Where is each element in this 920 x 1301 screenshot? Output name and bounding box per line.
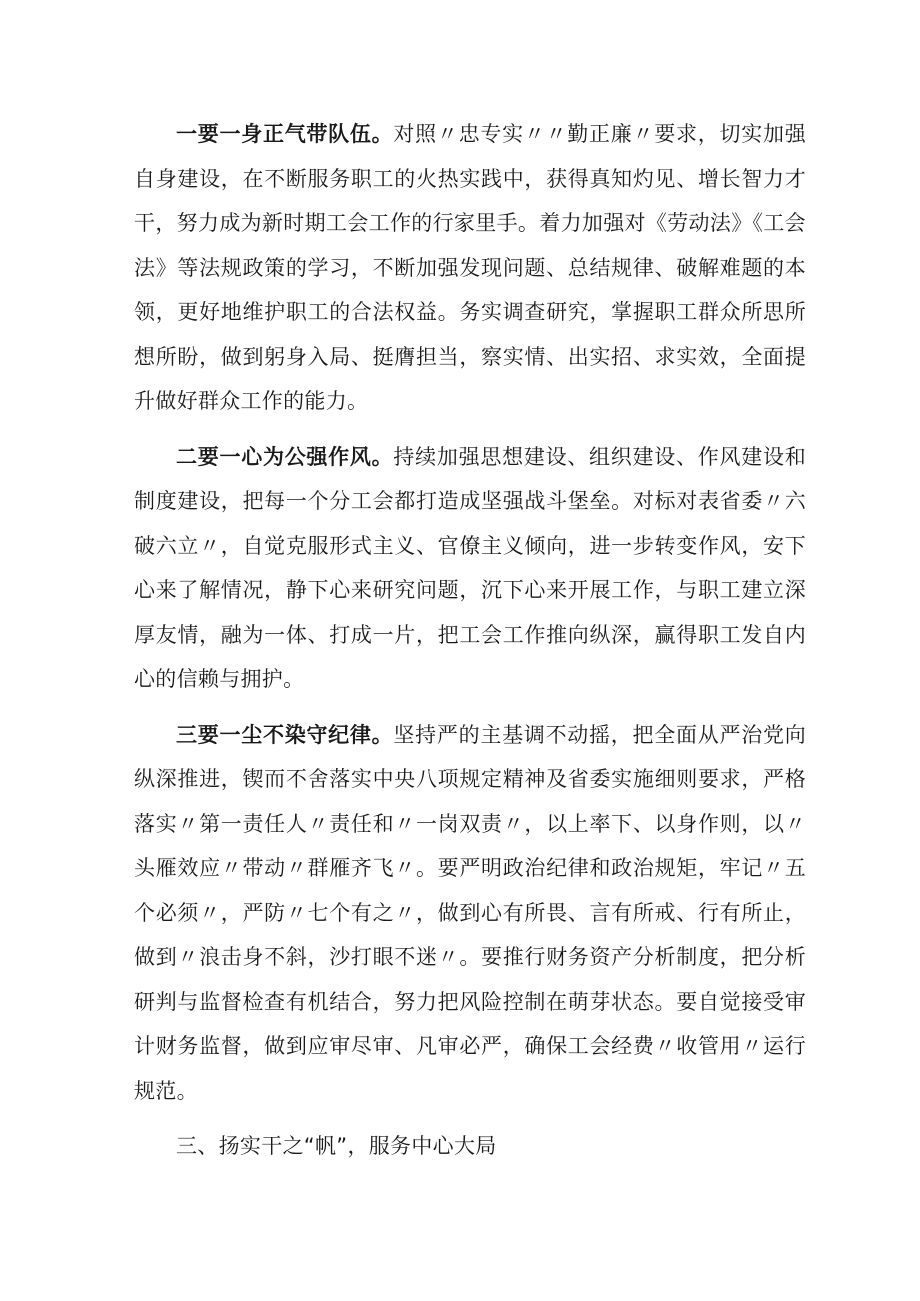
paragraph-work-style bbox=[134, 435, 806, 702]
paragraph-lead: 三要一尘不染守纪律。 bbox=[176, 722, 394, 747]
paragraph-lead: 一要一身正气带队伍。 bbox=[176, 122, 394, 146]
paragraph-self-discipline bbox=[134, 112, 806, 424]
paragraph-text: 坚持严的主基调不动摇，把全面从严治党向纵深推进，锲而不舍落实中央八项规定精神及省委实施细则要求，严格落实〃第一责任人〃责任和〃一岗双责〃，以上率下、以身作则，以〃头雁效应〃带动〃群雁齐飞〃。要严明政治纪律和政治规矩，牢记〃五个必须〃，严防〃七个有之〃，做到心有所畏、言有所戒、行有所止，做到〃浪击身不斜，沙打眼不迷〃。要推行财务资产分析制度，把分析研判与监督检查有机结合，努力把风险控制在萌芽状态。要自觉接受审计财务监督，做到应审尽审、凡审必严，确保工会经费〃收管用〃运行规范。 bbox=[134, 722, 806, 1103]
paragraph-lead: 二要一心为公强作风。 bbox=[176, 444, 394, 469]
document-body bbox=[134, 112, 806, 1169]
paragraph-text: 持续加强思想建设、组织建设、作风建设和制度建设，把每一个分工会都打造成坚强战斗堡垒。对标对表省委〃六破六立〃，自觉克服形式主义、官僚主义倾向，进一步转变作风，安下心来了解情况，静下心来研究问题，沉下心来开展工作，与职工建立深厚友情，融为一体、打成一片，把工会工作推向纵深，赢得职工发自内心的信赖与拥护。 bbox=[134, 444, 806, 691]
paragraph-discipline bbox=[134, 713, 806, 1114]
paragraph-text: 对照〃忠专实〃〃勤正廉〃要求，切实加强自身建设，在不断服务职工的火热实践中，获得真知灼见、增长智力才干，努力成为新时期工会工作的行家里手。着力加强对《劳动法》《工会法》等法规政策的学习，不断加强发现问题、总结规律、破解难题的本领，更好地维护职工的合法权益。务实调查研究，掌握职工群众所思所想所盼，做到躬身入局、挺膺担当，察实情、出实招、求实效，全面提升做好群众工作的能力。 bbox=[134, 122, 806, 413]
section-heading: 三、扬实干之“帆”，服务中心大局 bbox=[176, 1134, 497, 1158]
